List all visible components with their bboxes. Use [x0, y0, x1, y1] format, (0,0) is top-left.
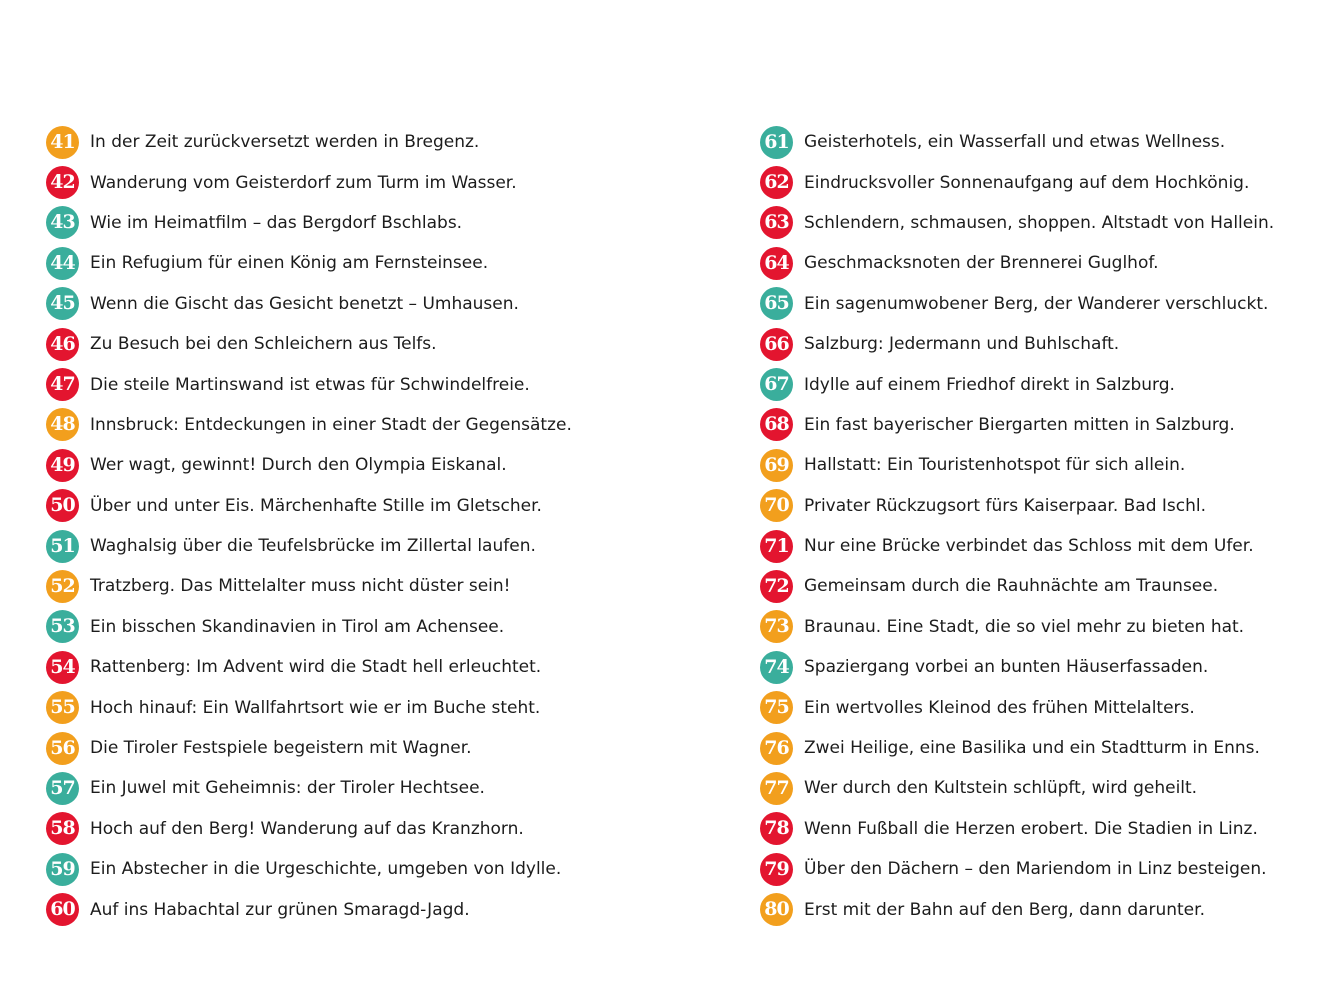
- number-badge: 47: [46, 368, 79, 401]
- left-column-list: [46, 122, 686, 930]
- number-badge: 72: [760, 570, 793, 603]
- number-badge: 54: [46, 651, 79, 684]
- item-title: Zwei Heilige, eine Basilika und ein Stadtturm in Enns.: [804, 738, 1260, 759]
- list-item: [760, 324, 1320, 364]
- number-badge: 43: [46, 206, 79, 239]
- item-title: Ein wertvolles Kleinod des frühen Mittelalters.: [804, 697, 1195, 718]
- number-badge: 51: [46, 530, 79, 563]
- item-title: Waghalsig über die Teufelsbrücke im Zillertal laufen.: [90, 536, 536, 557]
- list-item: [46, 607, 686, 647]
- list-item: [760, 647, 1320, 687]
- number-badge: 77: [760, 772, 793, 805]
- list-item: [46, 849, 686, 889]
- number-badge: 62: [760, 166, 793, 199]
- item-title: Spaziergang vorbei an bunten Häuserfassaden.: [804, 657, 1209, 678]
- list-item: [760, 364, 1320, 404]
- item-title: Ein Juwel mit Geheimnis: der Tiroler Hechtsee.: [90, 778, 485, 799]
- item-title: Eindrucksvoller Sonnenaufgang auf dem Hochkönig.: [804, 172, 1250, 193]
- list-item: [760, 607, 1320, 647]
- item-title: Ein Abstecher in die Urgeschichte, umgeben von Idylle.: [90, 859, 562, 880]
- right-column-list: [760, 122, 1320, 930]
- list-item: [46, 324, 686, 364]
- list-item: [46, 405, 686, 445]
- number-badge: 66: [760, 328, 793, 361]
- number-badge: 45: [46, 287, 79, 320]
- item-title: Hallstatt: Ein Touristenhotspot für sich allein.: [804, 455, 1186, 476]
- item-title: Die Tiroler Festspiele begeistern mit Wagner.: [90, 738, 472, 759]
- list-item: [760, 405, 1320, 445]
- item-title: Ein Refugium für einen König am Fernsteinsee.: [90, 253, 489, 274]
- number-badge: 71: [760, 530, 793, 563]
- number-badge: 76: [760, 732, 793, 765]
- number-badge: 70: [760, 489, 793, 522]
- list-item: [760, 566, 1320, 606]
- list-item: [46, 687, 686, 727]
- item-title: Privater Rückzugsort fürs Kaiserpaar. Bad Ischl.: [804, 495, 1207, 516]
- number-badge: 58: [46, 812, 79, 845]
- list-item: [46, 162, 686, 202]
- item-title: Geisterhotels, ein Wasserfall und etwas Wellness.: [804, 132, 1226, 153]
- item-title: Wanderung vom Geisterdorf zum Turm im Wasser.: [90, 172, 517, 193]
- list-item: [760, 889, 1320, 929]
- number-badge: 53: [46, 610, 79, 643]
- number-badge: 75: [760, 691, 793, 724]
- number-badge: 50: [46, 489, 79, 522]
- list-item: [46, 566, 686, 606]
- list-item: [46, 647, 686, 687]
- list-item: [760, 486, 1320, 526]
- item-title: Hoch auf den Berg! Wanderung auf das Kranzhorn.: [90, 818, 524, 839]
- list-item: [46, 526, 686, 566]
- item-title: Gemeinsam durch die Rauhnächte am Traunsee.: [804, 576, 1219, 597]
- item-title: Wer wagt, gewinnt! Durch den Olympia Eiskanal.: [90, 455, 507, 476]
- list-item: [46, 243, 686, 283]
- list-item: [46, 728, 686, 768]
- number-badge: 63: [760, 206, 793, 239]
- number-badge: 80: [760, 893, 793, 926]
- list-item: [760, 122, 1320, 162]
- number-badge: 78: [760, 812, 793, 845]
- list-item: [46, 364, 686, 404]
- list-item: [46, 122, 686, 162]
- item-title: Ein fast bayerischer Biergarten mitten in Salzburg.: [804, 414, 1235, 435]
- item-title: Ein sagenumwobener Berg, der Wanderer verschluckt.: [804, 293, 1269, 314]
- item-title: Innsbruck: Entdeckungen in einer Stadt der Gegensätze.: [90, 414, 572, 435]
- item-title: Salzburg: Jedermann und Buhlschaft.: [804, 334, 1120, 355]
- item-title: Braunau. Eine Stadt, die so viel mehr zu bieten hat.: [804, 616, 1245, 637]
- number-badge: 60: [46, 893, 79, 926]
- item-title: Auf ins Habachtal zur grünen Smaragd-Jagd.: [90, 899, 470, 920]
- item-title: Die steile Martinswand ist etwas für Schwindelfreie.: [90, 374, 530, 395]
- number-badge: 55: [46, 691, 79, 724]
- number-badge: 52: [46, 570, 79, 603]
- number-badge: 64: [760, 247, 793, 280]
- list-item: [46, 203, 686, 243]
- item-title: Zu Besuch bei den Schleichern aus Telfs.: [90, 334, 437, 355]
- number-badge: 61: [760, 126, 793, 159]
- list-item: [760, 445, 1320, 485]
- item-title: Wenn die Gischt das Gesicht benetzt – Umhausen.: [90, 293, 519, 314]
- item-title: Erst mit der Bahn auf den Berg, dann darunter.: [804, 899, 1205, 920]
- list-item: [760, 687, 1320, 727]
- list-item: [760, 728, 1320, 768]
- list-item: [760, 809, 1320, 849]
- list-item: [46, 768, 686, 808]
- number-badge: 67: [760, 368, 793, 401]
- item-title: Idylle auf einem Friedhof direkt in Salzburg.: [804, 374, 1175, 395]
- number-badge: 68: [760, 408, 793, 441]
- list-item: [760, 243, 1320, 283]
- item-title: In der Zeit zurückversetzt werden in Bregenz.: [90, 132, 480, 153]
- number-badge: 65: [760, 287, 793, 320]
- list-item: [46, 445, 686, 485]
- item-title: Hoch hinauf: Ein Wallfahrtsort wie er im Buche steht.: [90, 697, 541, 718]
- list-item: [760, 203, 1320, 243]
- list-item: [46, 889, 686, 929]
- number-badge: 42: [46, 166, 79, 199]
- list-item: [46, 284, 686, 324]
- number-badge: 79: [760, 853, 793, 886]
- item-title: Wer durch den Kultstein schlüpft, wird geheilt.: [804, 778, 1198, 799]
- list-item: [760, 526, 1320, 566]
- number-badge: 46: [46, 328, 79, 361]
- number-badge: 74: [760, 651, 793, 684]
- list-item: [46, 809, 686, 849]
- item-title: Ein bisschen Skandinavien in Tirol am Achensee.: [90, 616, 505, 637]
- list-item: [760, 284, 1320, 324]
- number-badge: 69: [760, 449, 793, 482]
- item-title: Über den Dächern – den Mariendom in Linz besteigen.: [804, 859, 1267, 880]
- item-title: Wenn Fußball die Herzen erobert. Die Stadien in Linz.: [804, 818, 1258, 839]
- list-item: [46, 486, 686, 526]
- item-title: Über und unter Eis. Märchenhafte Stille im Gletscher.: [90, 495, 542, 516]
- number-badge: 44: [46, 247, 79, 280]
- list-item: [760, 768, 1320, 808]
- item-title: Rattenberg: Im Advent wird die Stadt hell erleuchtet.: [90, 657, 542, 678]
- number-badge: 48: [46, 408, 79, 441]
- list-item: [760, 849, 1320, 889]
- item-title: Wie im Heimatfilm – das Bergdorf Bschlabs.: [90, 212, 463, 233]
- list-item: [760, 162, 1320, 202]
- item-title: Tratzberg. Das Mittelalter muss nicht düster sein!: [90, 576, 511, 597]
- number-badge: 56: [46, 732, 79, 765]
- item-title: Schlendern, schmausen, shoppen. Altstadt von Hallein.: [804, 212, 1275, 233]
- number-badge: 73: [760, 610, 793, 643]
- number-badge: 41: [46, 126, 79, 159]
- number-badge: 57: [46, 772, 79, 805]
- number-badge: 49: [46, 449, 79, 482]
- item-title: Geschmacksnoten der Brennerei Guglhof.: [804, 253, 1159, 274]
- number-badge: 59: [46, 853, 79, 886]
- item-title: Nur eine Brücke verbindet das Schloss mit dem Ufer.: [804, 536, 1254, 557]
